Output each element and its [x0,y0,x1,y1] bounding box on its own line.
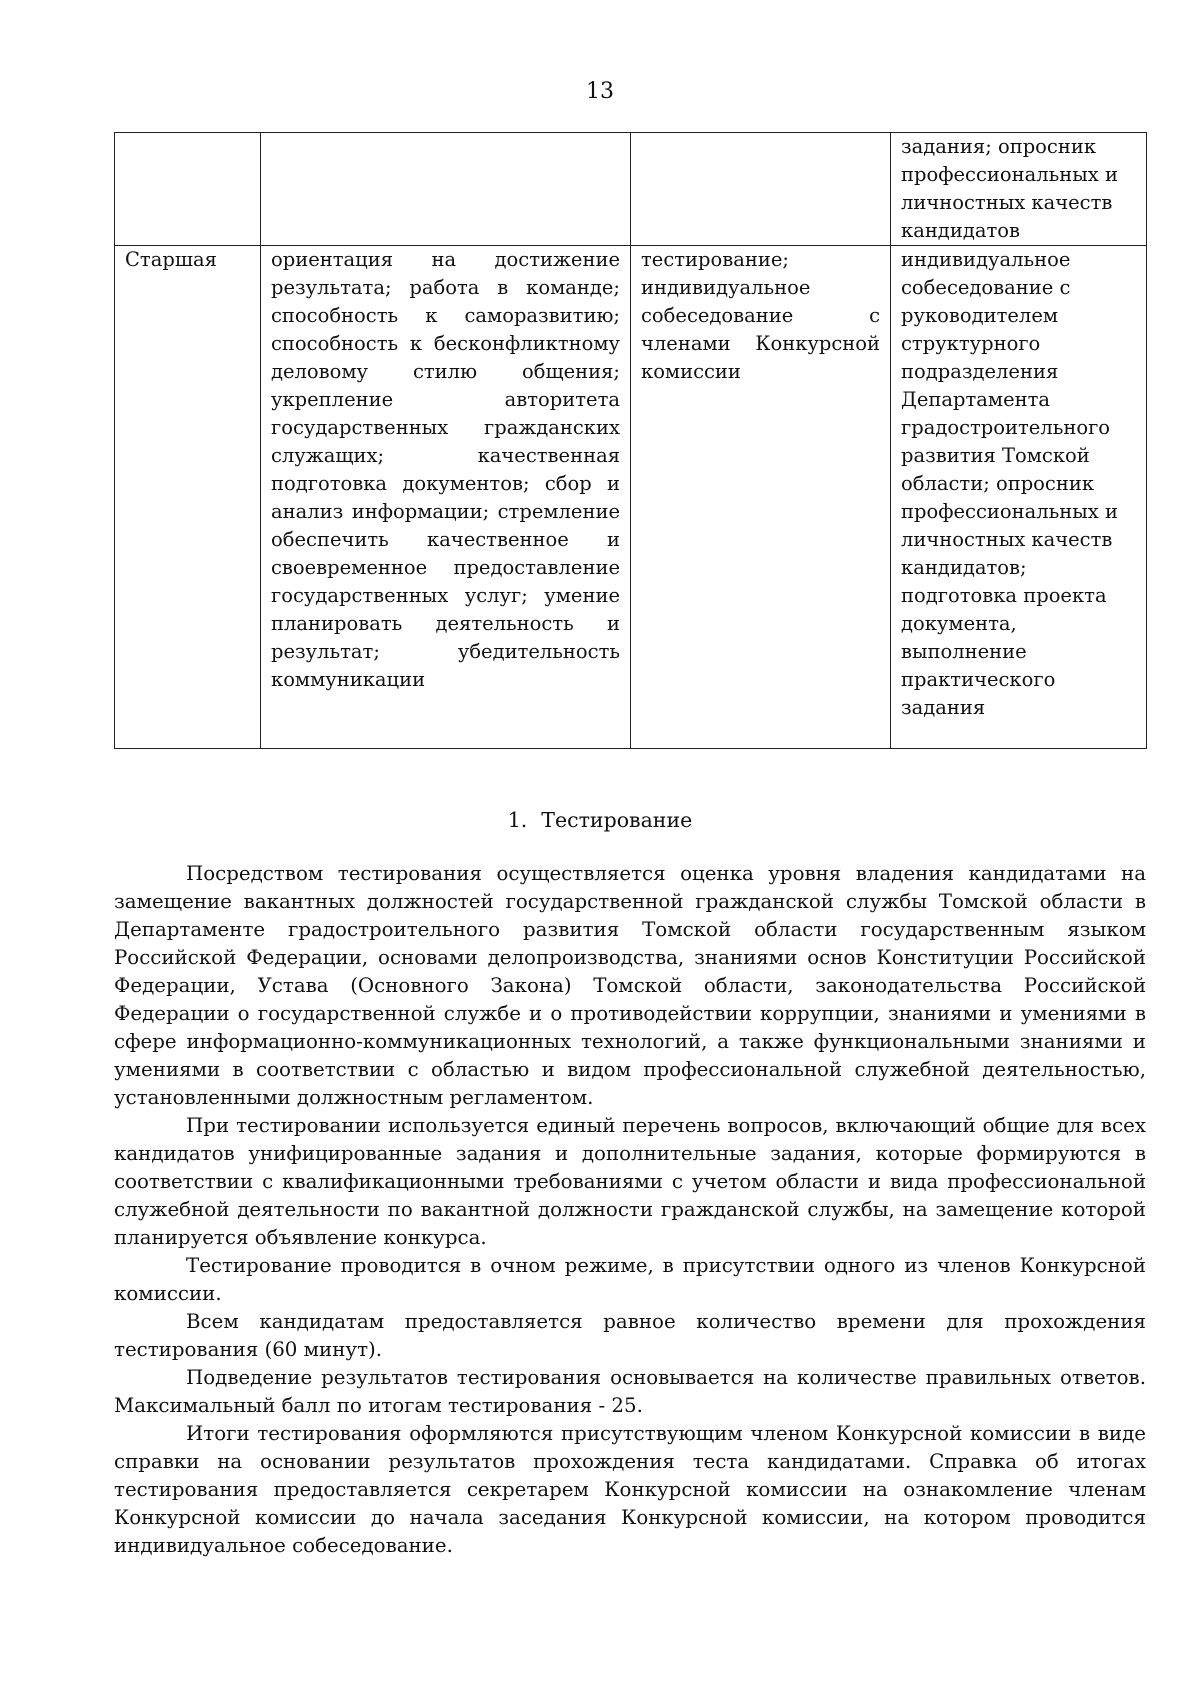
table-cell-qualities: ориентация на достижение результата; работа в команде; способность к саморазвитию; способность к бесконфликтному деловому стилю общения; укрепление авторитета государственных гражданских служащих; качественная подготовка документов; сбор и анализ информации; стремление обеспечить качественное и своевременное предоставление государственных услуг; умение планировать деятельность и результат; убедительность коммуникации [261,246,631,749]
paragraph: Посредством тестирования осуществляется оценка уровня владения кандидатами на замещение вакантных должностей государственной гражданской службы Томской области в Департаменте градостроительного развития Томской области государственным языком Российской Федерации, основами делопроизводства, знаниями основ Конституции Российской Федерации, Устава (Основного Закона) Томской области, законодательства Российской Федерации о государственной службе и о противодействии коррупции, знаниями и умениями в сфере информационно-коммуникационных технологий, а также функциональными знаниями и умениями в соответствии с областью и видом профессиональной служебной деятельностью, установленными должностным регламентом. [114,862,1146,1109]
paragraph: При тестировании используется единый перечень вопросов, включающий общие для всех кандидатов унифицированные задания и дополнительные задания, которые формируются в соответствии с квалификационными требованиями с учетом области и вида профессиональной служебной деятельности по вакантной должности гражданской службы, на замещение которой планируется объявление конкурса. [114,1114,1146,1249]
paragraph: Тестирование проводится в очном режиме, в присутствии одного из членов Конкурсной комиссии. [114,1254,1146,1305]
table-row [115,246,1147,749]
body-text [114,860,1146,1560]
paragraph: Всем кандидатам предоставляется равное количество времени для прохождения тестирования (60 минут). [114,1310,1146,1361]
table-cell-methods: тестирование; индивидуальное собеседование с членами Конкурсной комиссии [631,246,891,749]
paragraph: Подведение результатов тестирования основывается на количестве правильных ответов. Максимальный балл по итогам тестирования - 25. [114,1366,1146,1417]
page-number: 13 [586,79,614,104]
table-cell-evaluation: индивидуальное собеседование с руководителем структурного подразделения Департамента градостроительного развития Томской области; опросник профессиональных и личностных качеств кандидатов; подготовка проекта документа, выполнение практического задания [891,246,1147,749]
table-cell-group: Старшая [115,246,261,749]
section-title: Тестирование [541,808,693,832]
section-heading [0,806,1200,834]
competency-table [114,132,1147,749]
table-cell-evaluation: задания; опросник профессиональных и личностных качеств кандидатов [891,133,1147,246]
table-cell-methods [631,133,891,246]
paragraph: Итоги тестирования оформляются присутствующим членом Конкурсной комиссии в виде справки на основании результатов прохождения теста кандидатами. Справка об итогах тестирования предоставляется секретарем Конкурсной комиссии на ознакомление членам Конкурсной комиссии до начала заседания Конкурсной комиссии, на котором проводится индивидуальное собеседование. [114,1422,1146,1557]
table-cell-qualities [261,133,631,246]
table-cell-group [115,133,261,246]
section-number: 1. [507,808,528,832]
table-row [115,133,1147,246]
